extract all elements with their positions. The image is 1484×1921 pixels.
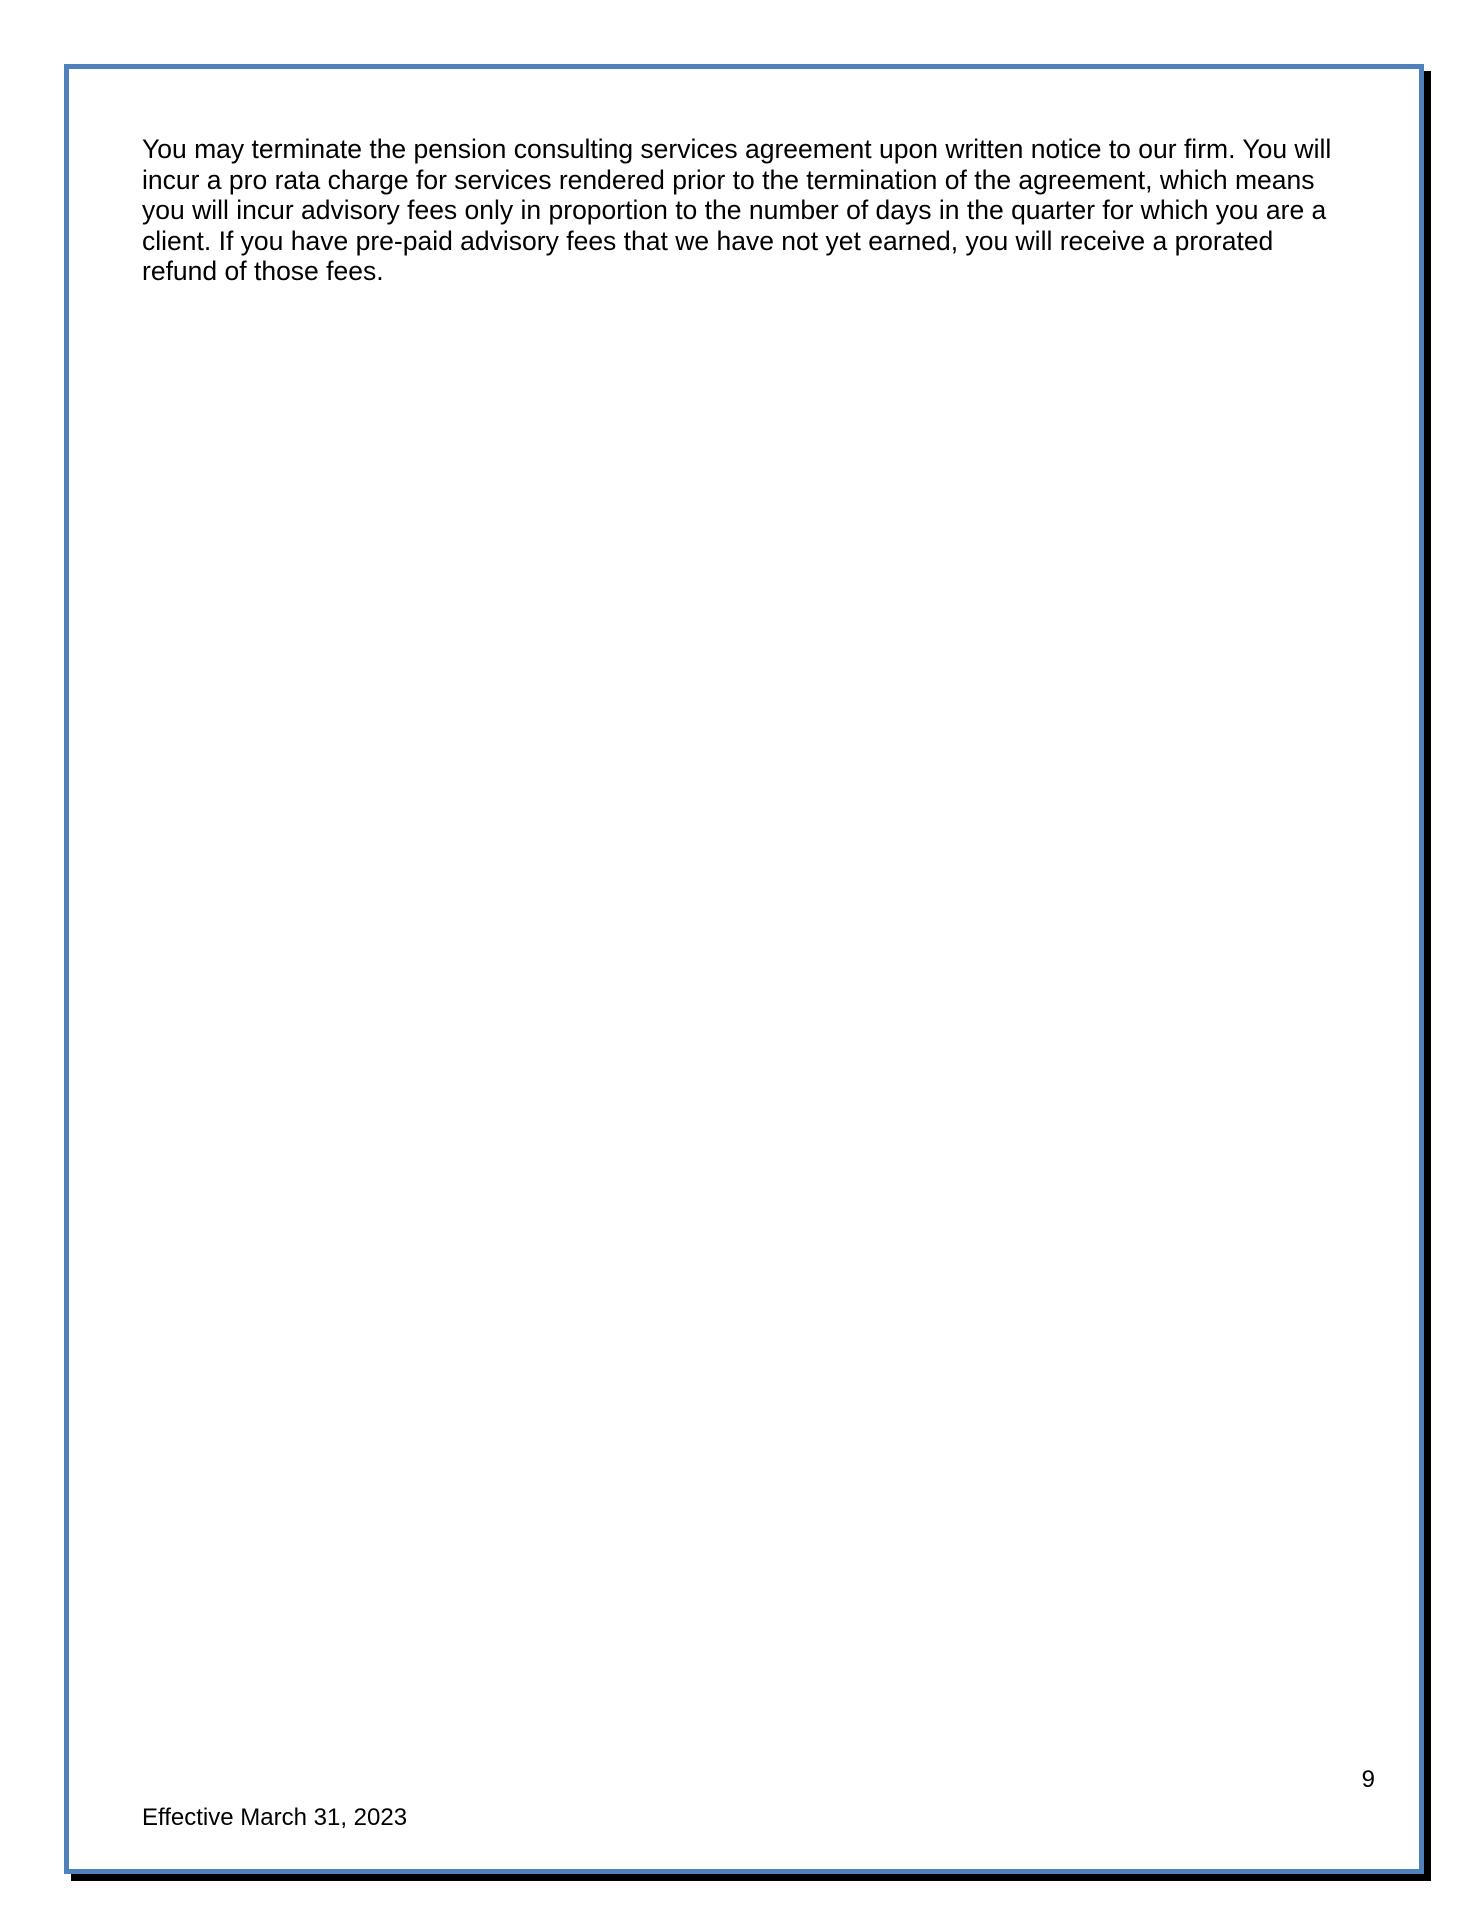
page-number: 9 <box>1361 1766 1375 1793</box>
body-paragraph <box>142 134 1417 287</box>
paragraph-line: you will incur advisory fees only in proportion to the number of days in the quarter for which you are a <box>142 195 1327 225</box>
paragraph-line: client. If you have pre-paid advisory fees that we have not yet earned, you will receive a prorated <box>142 225 1274 256</box>
paragraph-line: refund of those fees. <box>142 256 384 286</box>
page-frame <box>64 64 1424 1874</box>
paragraph-line: You may terminate the pension consulting services agreement upon written notice to our firm. You will <box>142 134 1332 164</box>
footer-effective-date: Effective March 31, 2023 <box>142 1804 408 1831</box>
paragraph-line: incur a pro rata charge for services rendered prior to the termination of the agreement, which means <box>142 164 1315 195</box>
